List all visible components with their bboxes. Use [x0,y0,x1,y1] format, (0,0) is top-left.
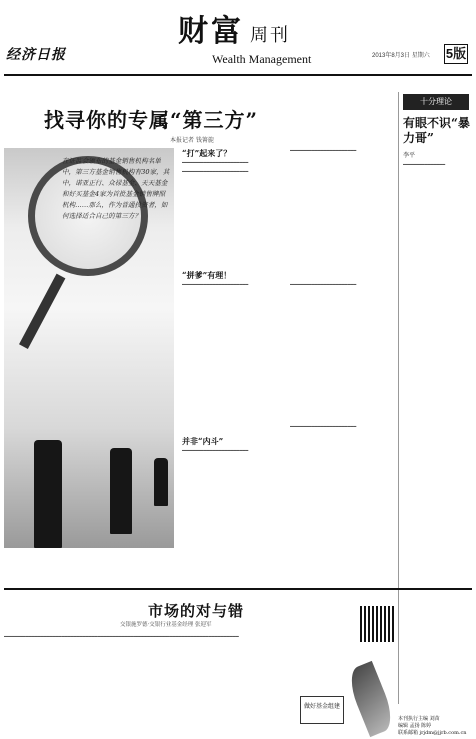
text-column: ━━━━━━━━━━━━━━━━━━━━━━ [182,282,249,288]
sidebar-tag: 十分理论 [403,94,469,110]
qr-code-icon [360,606,396,642]
sidebar-author: 李平 [403,152,416,159]
text-column: ━━━━━━━━━━━━━━━━━━━━━━ [290,148,357,154]
bottom-article-title: 市场的对与错 [148,602,245,620]
editor-footer [398,716,472,737]
magnifier-handle [19,274,65,349]
footer-line: 编辑 孟扬 陈婷 [398,723,432,729]
feature-headline: 找寻你的专属“第三方” [44,108,259,132]
page-number: 5版 [444,44,468,64]
paper-name: 经济日报 [6,47,66,63]
footer-line: 联系邮箱 jrjdm@jjrb.com.cn [398,730,467,736]
text-column: ━━━━━━━━━━━━━━━━━━━━━━ [290,282,357,288]
section-title-2: “拼爹”有理！ [182,270,232,280]
brand-suffix: 周刊 [250,25,290,46]
brand-english: Wealth Management [212,52,312,66]
person-silhouette [34,440,62,548]
footer-line: 本刊执行主编 刘苗 [398,716,440,722]
boxed-note: 做好基金组建 [300,696,344,724]
feature-pullquote: 在证监会颁布的基金销售机构名单中，第三方基金销售机构有30家，其中，诺亚正行、众禄基金、天天基金和好买基金4家为首批基金销售牌照机构……那么，作为普通投资者，如何选择适合自己的第三方？ [62,157,170,220]
person-silhouette [154,458,168,506]
feature-byline: 本报记者 钱箐旎 [170,137,214,144]
section-title-3: 并非“内斗” [182,436,224,446]
masthead-rule [4,74,472,76]
sidebar-column [398,92,472,704]
section-rule [4,588,472,590]
text-column: ━━━━━━━━━━━━━━━━━━━━━━ [290,424,357,430]
masthead [0,0,476,84]
bottom-article-byline: 交银施罗德·交银行业基金经理 张迎军 [120,622,212,628]
text-column: ━━━━━━━━━━━━━━━━━━━━━━ [182,448,249,454]
text-column: ━━━━━━━━━━━━━━━━━━━━━━ ━━━━━━━━━━━━━━━━━━━━━━ [182,160,249,175]
sidebar-title: 有眼不识“暴力哥” [403,116,470,145]
person-silhouette [110,448,132,534]
text-column: ━━━━━━━━━━━━━━━━━━━━━━━━━━━━━━━━━━━━━━━━━━━━━━━━━━━━━━━━━━━━━━━━━━━━━━━━━━━━━━ [4,634,239,640]
section-title-1: “打”起来了？ [182,148,232,158]
text-column: ━━━━━━━━━━━━━━ [403,162,446,168]
brand-title: 财富 [178,14,244,49]
section-brand [178,6,290,50]
dateline: 2013年8月3日 星期六 [372,53,430,59]
